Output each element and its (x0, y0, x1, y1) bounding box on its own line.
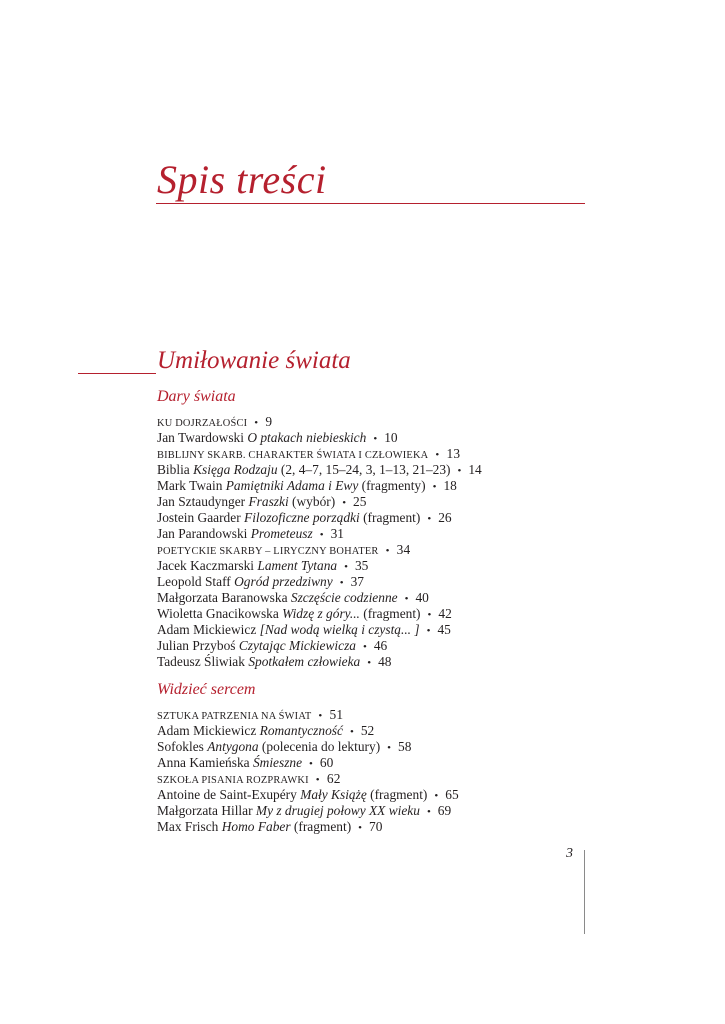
entry-page-number: 46 (373, 638, 388, 653)
entry-page-number: 37 (350, 574, 364, 589)
bullet-separator: • (319, 529, 324, 541)
entry-author: Mark Twain (157, 478, 223, 493)
entry-author: Leopold Staff (157, 574, 231, 589)
bullet-separator: • (318, 710, 323, 722)
bullet-separator: • (387, 742, 392, 754)
entry-note: (fragment) (370, 787, 428, 802)
entry-author: Julian Przyboś (157, 638, 236, 653)
toc-category (157, 414, 482, 430)
toc-entry (157, 723, 459, 739)
toc-entry (157, 755, 459, 771)
entry-note: (fragment) (363, 510, 421, 525)
entry-page-number: 18 (443, 478, 457, 493)
entry-work-title: Filozoficzne porządki (244, 510, 360, 525)
entry-author: Wioletta Gnacikowska (157, 606, 279, 621)
entry-work-title: Homo Faber (221, 819, 291, 834)
toc-list-dary-swiata (157, 414, 482, 670)
toc-entry (157, 606, 482, 622)
entry-page-number: 14 (468, 462, 482, 477)
bullet-separator: • (385, 545, 390, 557)
category-label: SZTUKA PATRZENIA NA ŚWIAT (157, 711, 312, 722)
entry-author: Małgorzata Baranowska (157, 590, 288, 605)
bullet-separator: • (434, 790, 439, 802)
entry-page-number: 60 (319, 755, 334, 770)
bullet-separator: • (432, 481, 437, 493)
entry-work-title: Czytając Mickiewicza (238, 638, 356, 653)
entry-work-title: O ptakach niebieskich (247, 430, 367, 445)
section-rule (78, 373, 156, 374)
toc-entry (157, 638, 482, 654)
category-label: SZKOŁA PISANIA ROZPRAWKI (157, 775, 309, 786)
entry-page-number: 35 (354, 558, 369, 573)
subsection-title-dary-swiata: Dary świata (157, 388, 236, 405)
entry-work-title: Prometeusz (250, 526, 313, 541)
page-title: Spis treści (157, 157, 327, 202)
entry-page-number: 62 (326, 771, 341, 786)
entry-author: Jostein Gaarder (157, 510, 241, 525)
entry-author: Anna Kamieńska (157, 755, 250, 770)
bullet-separator: • (457, 465, 462, 477)
entry-page-number: 65 (445, 787, 459, 802)
entry-note: (polecenia do lektury) (261, 739, 381, 754)
entry-work-title: Widzę z góry... (282, 606, 360, 621)
entry-author: Antoine de Saint-Exupéry (157, 787, 297, 802)
category-label: KU DOJRZAŁOŚCI (157, 418, 248, 429)
entry-page-number: 31 (330, 526, 344, 541)
page-number-rule (584, 850, 585, 934)
entry-work-title: Lament Tytana (257, 558, 338, 573)
entry-author: Jacek Kaczmarski (157, 558, 255, 573)
entry-author: Jan Twardowski (157, 430, 244, 445)
entry-page-number: 25 (353, 494, 367, 509)
toc-entry (157, 430, 482, 446)
entry-page-number: 48 (378, 654, 392, 669)
bullet-separator: • (358, 822, 363, 834)
bullet-separator: • (315, 774, 320, 786)
entry-author: Adam Mickiewicz (157, 723, 257, 738)
toc-category (157, 542, 482, 558)
toc-entry (157, 622, 482, 638)
bullet-separator: • (373, 433, 378, 445)
entry-note: (2, 4–7, 15–24, 3, 1–13, 21–23) (280, 462, 451, 477)
entry-page-number: 13 (446, 446, 461, 461)
bullet-separator: • (404, 593, 409, 605)
entry-page-number: 70 (369, 819, 383, 834)
bullet-separator: • (367, 657, 372, 669)
entry-page-number: 45 (437, 622, 451, 637)
bullet-separator: • (349, 726, 354, 738)
bullet-separator: • (426, 806, 431, 818)
entry-page-number: 42 (438, 606, 452, 621)
toc-entry (157, 654, 482, 670)
toc-category (157, 446, 482, 462)
entry-work-title: Śmieszne (252, 755, 303, 770)
bullet-separator: • (427, 609, 432, 621)
category-label: POETYCKIE SKARBY – LIRYCZNY BOHATER (157, 546, 379, 557)
entry-page-number: 69 (437, 803, 452, 818)
toc-entry (157, 590, 482, 606)
category-label: BIBLIJNY SKARB. CHARAKTER ŚWIATA I CZŁOWIEKA (157, 450, 429, 461)
entry-work-title: Fraszki (248, 494, 289, 509)
toc-category (157, 771, 459, 787)
entry-author: Małgorzata Hillar (157, 803, 253, 818)
toc-category (157, 707, 459, 723)
entry-author: Max Frisch (157, 819, 219, 834)
entry-note: (fragment) (363, 606, 421, 621)
entry-work-title: Szczęście codzienne (290, 590, 398, 605)
toc-entry (157, 462, 482, 478)
bullet-separator: • (427, 513, 432, 525)
entry-page-number: 26 (438, 510, 452, 525)
entry-page-number: 51 (329, 707, 344, 722)
entry-page-number: 58 (398, 739, 412, 754)
entry-work-title: My z drugiej połowy XX wieku (255, 803, 420, 818)
entry-page-number: 52 (360, 723, 375, 738)
entry-work-title: Mały Książę (300, 787, 367, 802)
toc-entry (157, 819, 459, 835)
toc-entry (157, 526, 482, 542)
toc-entry (157, 787, 459, 803)
toc-list-widziec-sercem (157, 707, 459, 835)
entry-author: Sofokles (157, 739, 204, 754)
entry-work-title: Pamiętniki Adama i Ewy (225, 478, 359, 493)
entry-work-title: Ogród przedziwny (234, 574, 333, 589)
entry-author: Biblia (157, 462, 190, 477)
subsection-title-widziec-sercem: Widzieć sercem (157, 681, 256, 698)
toc-entry (157, 803, 459, 819)
entry-page-number: 40 (415, 590, 429, 605)
entry-author: Adam Mickiewicz (157, 622, 257, 637)
page-number: 3 (566, 846, 573, 861)
entry-note: (wybór) (292, 494, 336, 509)
entry-work-title: Romantyczność (259, 723, 343, 738)
entry-work-title: Spotkałem człowieka (248, 654, 361, 669)
toc-entry (157, 510, 482, 526)
toc-entry (157, 739, 459, 755)
toc-entry (157, 574, 482, 590)
toc-entry (157, 478, 482, 494)
bullet-separator: • (362, 641, 367, 653)
toc-entry (157, 494, 482, 510)
entry-author: Tadeusz Śliwiak (157, 654, 245, 669)
bullet-separator: • (342, 497, 347, 509)
entry-page-number: 34 (396, 542, 411, 557)
entry-note: (fragment) (293, 819, 352, 834)
bullet-separator: • (254, 417, 259, 429)
entry-page-number: 10 (384, 430, 398, 445)
toc-entry (157, 558, 482, 574)
section-title: Umiłowanie świata (157, 347, 351, 374)
bullet-separator: • (435, 449, 440, 461)
entry-work-title: Antygona (207, 739, 259, 754)
entry-author: Jan Sztaudynger (157, 494, 246, 509)
entry-page-number: 9 (265, 414, 273, 429)
bullet-separator: • (344, 561, 348, 573)
entry-note: (fragmenty) (361, 478, 426, 493)
title-rule (156, 203, 585, 204)
entry-author: Jan Parandowski (157, 526, 248, 541)
bullet-separator: • (309, 758, 313, 770)
entry-work-title: [Nad wodą wielką i czystą... ] (259, 622, 420, 637)
bullet-separator: • (339, 577, 344, 589)
entry-work-title: Księga Rodzaju (193, 462, 278, 477)
bullet-separator: • (426, 625, 431, 637)
